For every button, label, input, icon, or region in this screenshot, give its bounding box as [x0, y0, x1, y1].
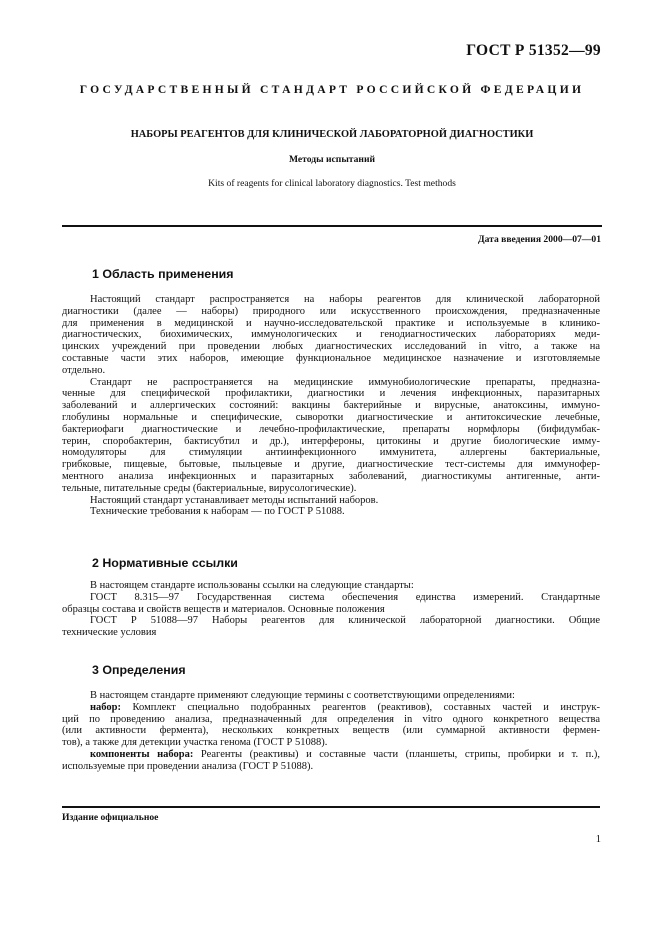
term-kit: набор: [90, 701, 121, 713]
paragraph-line: глобулины нормальные и специфические, сыворотки диагностические и антитоксические лечебные, [62, 411, 600, 423]
definition-text: Комплект специально подобранных реагентов (реактивов), составных частей и инструк- [121, 701, 600, 713]
paragraph-line: Настоящий стандарт распространяется на наборы реагентов для клинической лабораторной [90, 294, 600, 305]
paragraph-line: диагностики (далее — наборы) природного или искусственного происхождения, предназначенные [62, 305, 600, 317]
document-title-english: Kits of reagents for clinical laboratory diagnostics. Test methods [208, 178, 456, 189]
term-kit-components: компоненты набора: [90, 748, 194, 760]
paragraph-line: ций по проведению анализа, предназначенный для определения in vitro одного конкретного вещества [62, 713, 600, 725]
paragraph-line: образцы состава и свойств веществ и материалов. Основные положения [62, 603, 385, 615]
paragraph-line: терин, споробактерин, бактисубтил и др.), интерфероны, цитокины и другие биологические имму- [62, 435, 600, 447]
document-title: НАБОРЫ РЕАГЕНТОВ ДЛЯ КЛИНИЧЕСКОЙ ЛАБОРАТОРНОЙ ДИАГНОСТИКИ [130, 129, 534, 140]
paragraph-line: составные части этих наборов, имеющие функциональное медицинское назначение и изготовляемые [62, 352, 600, 364]
paragraph-line: ченные для специфической профилактики, диагностики и лечения инфекционных, паразитарных [62, 388, 600, 400]
paragraph-line: грибковые, пищевые, бытовые, пыльцевые и другие, диагностические тест-системы для иммунофер- [62, 459, 600, 471]
paragraph-line: В настоящем стандарте применяют следующие термины с соответствующими определениями: [90, 690, 515, 701]
paragraph-line: диагностических, биохимических, иммунологических и генодиагностических лабораториях меди- [62, 329, 600, 341]
section-1-heading: 1 Область применения [92, 267, 234, 281]
paragraph-line: технические условия [62, 627, 157, 639]
paragraph-line: заболеваний и аллергических состояний: вакцины бактерийные и вирусные, анатоксины, иммуно- [62, 400, 600, 412]
paragraph-line: (или активности фермента), нескольких конкретных веществ (или суммарной активности фермен- [62, 725, 600, 737]
definition-line [62, 749, 600, 761]
official-edition-note: Издание официальное [62, 812, 159, 823]
paragraph-line: номодуляторы для стимуляции антиинфекционного иммунитета, аллергены бактериальные, [62, 447, 600, 459]
document-subtitle: Методы испытаний [288, 154, 376, 165]
section-1-body [62, 294, 600, 518]
top-divider [62, 225, 602, 227]
section-2-body [62, 580, 600, 639]
paragraph-line: тельные, питательные среды (бактериальные, вирусологические). [62, 482, 357, 494]
paragraph-line: ГОСТ Р 51088—97 Наборы реагентов для клинической лабораторной диагностики. Общие [90, 615, 600, 627]
section-2-heading: 2 Нормативные ссылки [92, 556, 238, 570]
paragraph-line: Стандарт не распространяется на медицинские иммунобиологические препараты, предназна- [90, 376, 600, 388]
paragraph-line: ГОСТ 8.315—97 Государственная система обеспечения единства измерений. Стандартные [90, 591, 600, 603]
paragraph-line: Настоящий стандарт устанавливает методы испытаний наборов. [90, 494, 379, 506]
paragraph-line: тов), а также для детекции участка генома (ГОСТ Р 51088). [62, 737, 328, 749]
paragraph-line: цинских учреждений при проведении любых диагностических исследований in vitro, а также на [62, 341, 600, 353]
bottom-divider [62, 806, 600, 808]
paragraph-line: Технические требования к наборам — по ГОСТ Р 51088. [90, 506, 345, 518]
paragraph-line: для применения в медицинской и научно-исследовательской практике и используемые в клинико- [62, 317, 600, 329]
paragraph-line: В настоящем стандарте использованы ссылки на следующие стандарты: [90, 580, 414, 591]
paragraph-line: бактериофаги диагностические и лечебно-профилактические, препараты нормфлоры (бифидумбак- [62, 423, 600, 435]
page-number: 1 [595, 834, 601, 845]
paragraph-line: отдельно. [62, 364, 106, 376]
paragraph-line: используемые при проведении анализа (ГОСТ Р 51088). [62, 760, 314, 772]
paragraph-line: ментного анализа инфекционных и паразитарных заболеваний, диагностикумы антигенные, анти- [62, 470, 600, 482]
introduction-date: Дата введения 2000—07—01 [478, 234, 601, 245]
section-3-body [62, 690, 600, 773]
section-3-heading: 3 Определения [92, 663, 186, 677]
state-standard-title: ГОСУДАРСТВЕННЫЙ СТАНДАРТ РОССИЙСКОЙ ФЕДЕРАЦИИ [79, 83, 585, 96]
definition-line [62, 702, 600, 714]
standard-code: ГОСТ Р 51352—99 [466, 42, 601, 59]
definition-text: Реагенты (реактивы) и составные части (планшеты, стрипы, пробирки и т. п.), [193, 748, 601, 760]
